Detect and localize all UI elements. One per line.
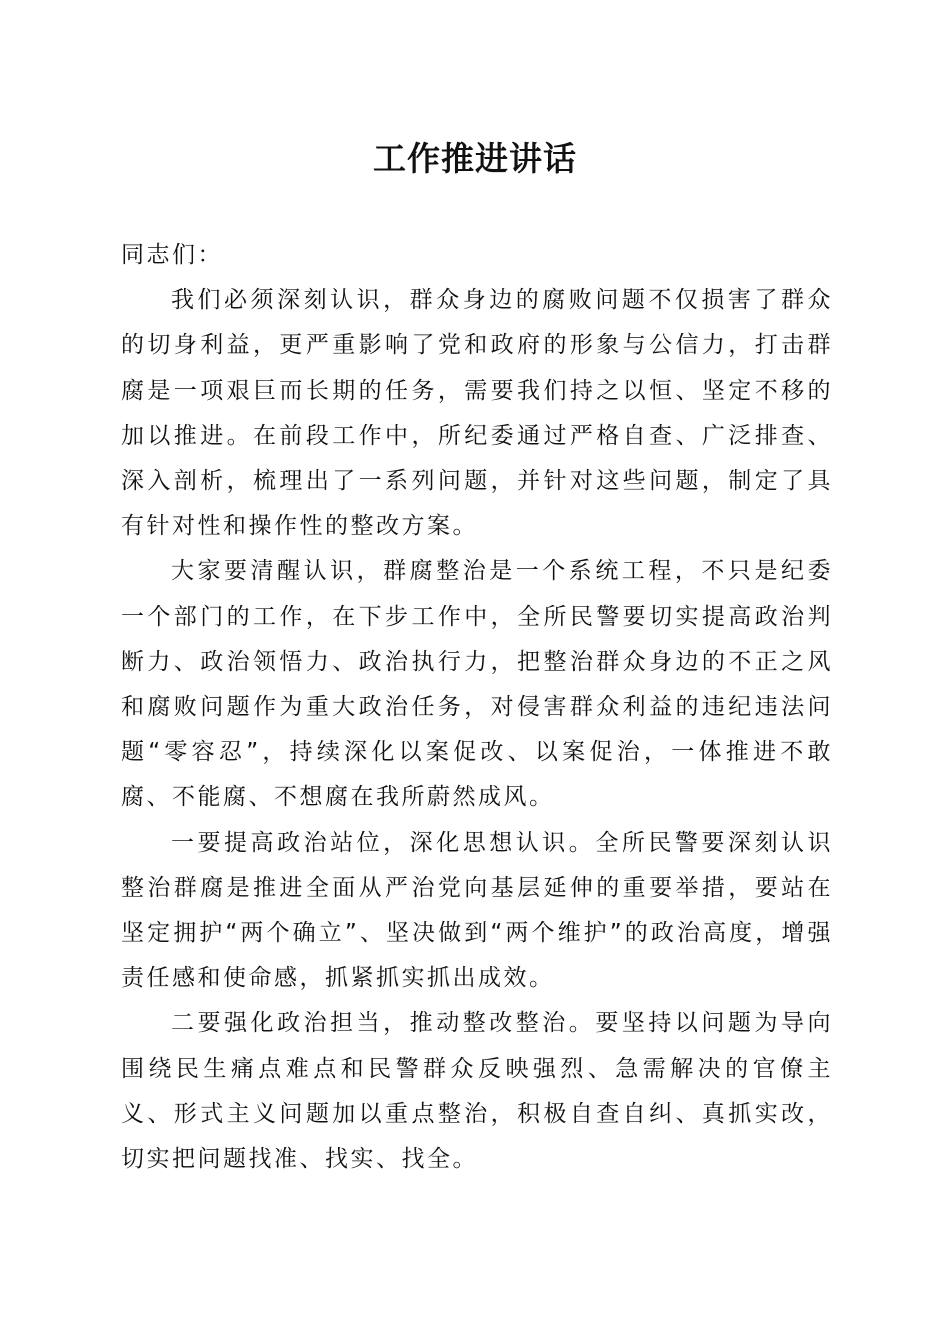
paragraph-2: 大家要清醒认识，群腐整治是一个系统工程，不只是纪委一个部门的工作，在下步工作中，全所民警要切实提高政治判断力、政治领悟力、政治执行力，把整治群众身边的不正之风和腐败问题作为重大政治任务，对侵害群众利益的违纪违法问题“零容忍”，持续深化以案促改、以案促治，一体推进不敢腐、不能腐、不想腐在我所蔚然成风。 [121,558,833,811]
salutation: 同志们： [121,242,223,268]
document-title: 工作推进讲话 [373,139,577,178]
paragraph-1: 我们必须深刻认识，群众身边的腐败问题不仅损害了群众的切身利益，更严重影响了党和政府的形象与公信力，打击群腐是一项艰巨而长期的任务，需要我们持之以恒、坚定不移的加以推进。在前段工作中，所纪委通过严格自查、广泛排查、深入剖析，梳理出了一系列问题，并针对这些问题，制定了具有针对性和操作性的整改方案。 [121,287,833,540]
paragraph-3: 一要提高政治站位，深化思想认识。全所民警要深刻认识整治群腐是推进全面从严治党向基层延伸的重要举措，要站在坚定拥护“两个确立”、坚决做到“两个维护”的政治高度，增强责任感和使命感，抓紧抓实抓出成效。 [121,829,833,992]
paragraph-4: 二要强化政治担当，推动整改整治。要坚持以问题为导向围绕民生痛点难点和民警群众反映强烈、急需解决的官僚主义、形式主义问题加以重点整治，积极自查自纠、真抓实改，切实把问题找准、找实、找全。 [121,1010,833,1173]
document-body [121,233,833,1182]
